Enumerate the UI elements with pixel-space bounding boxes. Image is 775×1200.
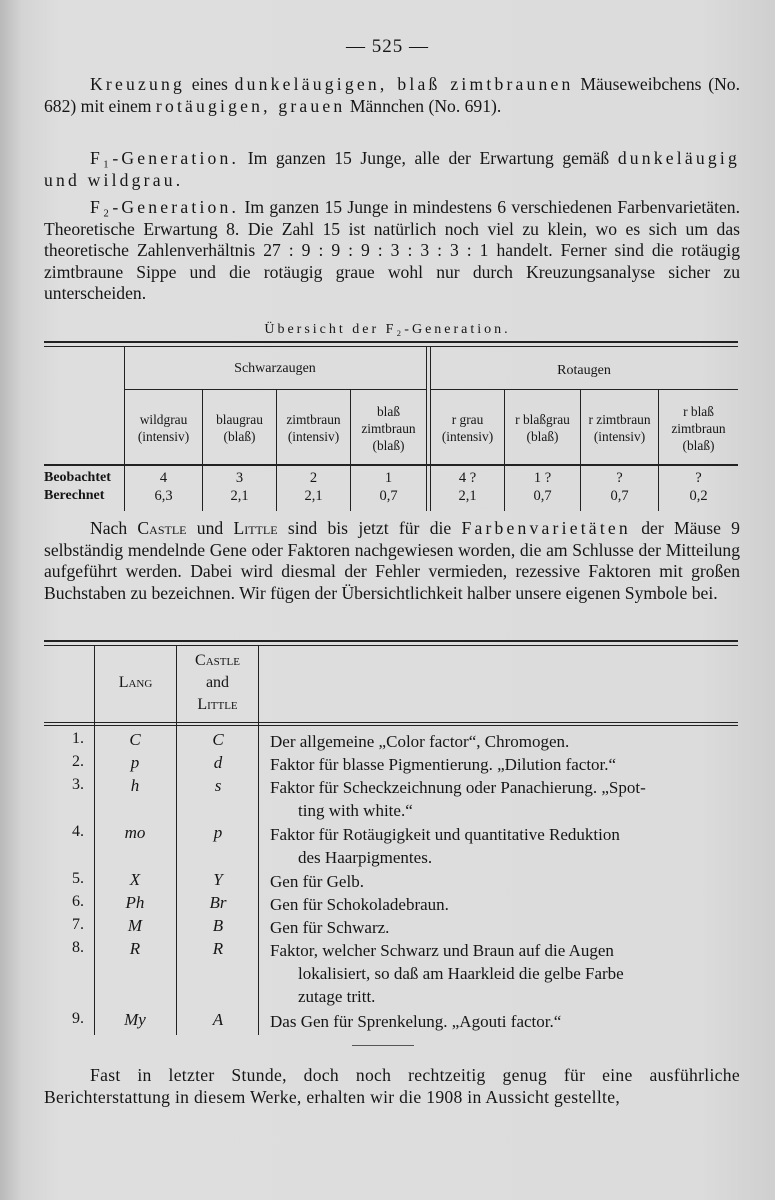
paragraph-f1-generation (44, 148, 740, 191)
gene-symbol-castle-little: Br (209, 893, 227, 912)
gene-symbol-lang: Ph (125, 893, 145, 912)
gene-symbol-lang: C (129, 730, 141, 749)
text-run: Mäuseweibchens (No. 682) mit einem (44, 74, 740, 116)
paragraph-crossing (44, 74, 740, 117)
gene-row-number: 5. (72, 870, 84, 887)
paragraph-castle-little (44, 518, 740, 604)
gene-symbol-table (44, 640, 738, 1040)
group-header-red-eyes: Rotaugen (557, 362, 611, 378)
table-rule (44, 464, 738, 466)
gene-description (270, 893, 736, 916)
observed-value-1: 4 (159, 470, 168, 486)
observed-value-8: ? (695, 470, 702, 486)
table-rule (44, 725, 738, 726)
gene-description-line: Gen für Gelb. (270, 872, 364, 891)
gene-description-line: Faktor für blasse Pigmentierung. „Dilution factor.“ (270, 755, 617, 774)
spaced-phrase: dunkeläugigen, blaß zimtbraunen (234, 74, 574, 94)
gene-symbol-castle-little: Y (213, 870, 223, 889)
row-label-calculated: Berechnet (44, 488, 105, 503)
table1-caption: Übersicht der F₂-Generation. (264, 322, 511, 337)
gene-symbol-lang: h (130, 776, 140, 795)
col-header-blaugrau: blaugrau (blaß) (216, 412, 263, 444)
spaced-phrase: dunkeläugig und wildgrau. (44, 148, 740, 190)
gene-description-continuation: lokalisiert, so daß am Haarkleid die gelbe Farbe (298, 964, 624, 983)
calculated-value-3: 2,1 (304, 488, 323, 504)
spaced-word: Kreuzung (90, 74, 185, 94)
table-rule (44, 722, 738, 723)
gene-description (270, 823, 736, 869)
gene-symbol-lang: My (124, 1010, 146, 1029)
observed-value-5: 4 ? (458, 470, 477, 486)
column-rule (94, 645, 95, 1035)
gene-row-number: 6. (72, 893, 84, 910)
calculated-value-4: 0,7 (379, 488, 398, 504)
row-label-observed: Beobachtet (44, 470, 111, 485)
gene-description (270, 939, 736, 1008)
gene-description-continuation: ting with white.“ (298, 801, 413, 820)
gene-description-line: Der allgemeine „Color factor“, Chromogen. (270, 732, 570, 751)
gene-row-number: 7. (72, 916, 84, 933)
gene-description-line: Das Gen für Sprenkelung. „Agouti factor.“ (270, 1012, 562, 1031)
gene-description-line: Faktor, welcher Schwarz und Braun auf die Augen (270, 941, 614, 960)
table-rule (44, 346, 738, 347)
group-rule (430, 389, 738, 390)
text-run: und (186, 518, 234, 538)
gene-row-number: 4. (72, 823, 84, 840)
text-run: sind bis jetzt für die (277, 518, 462, 538)
calculated-value-5: 2,1 (458, 488, 477, 504)
gene-symbol-castle-little: R (212, 939, 224, 958)
observed-value-3: 2 (309, 470, 318, 486)
gene-symbol-castle-little: B (212, 916, 224, 935)
text-run: Fast in letzter Stunde, doch noch rechtzeitig genug für eine ausführliche Berichterstattung in diesem Werke, erhalten wir die 1908 in Aussicht gestellte, (44, 1065, 740, 1107)
header-castle-text: Castle (195, 652, 240, 669)
page-number: — 525 — (346, 36, 429, 57)
f2-overview-table (44, 341, 738, 511)
gene-row-number: 9. (72, 1010, 84, 1027)
gene-description (270, 916, 736, 939)
gene-description-continuation: zutage tritt. (298, 987, 376, 1006)
column-rule (258, 645, 259, 1035)
spaced-phrase: rotäugigen, grauen (155, 95, 346, 116)
paragraph-f2-generation (44, 197, 740, 305)
calculated-value-1: 6,3 (154, 488, 173, 504)
text-run: Nach (90, 518, 138, 538)
gene-symbol-castle-little: p (213, 823, 223, 842)
gene-symbol-lang: mo (124, 823, 146, 842)
gene-row-number: 3. (72, 776, 84, 793)
author-castle: Castle (137, 518, 187, 538)
f2-label: F₂-Generation. (90, 197, 240, 217)
gene-row-number: 1. (72, 730, 84, 747)
section-divider (352, 1045, 414, 1046)
group-rule (124, 389, 426, 390)
header-little-text: Little (197, 696, 238, 713)
text-run: Im ganzen 15 Junge in mindestens 6 verschiedenen Farbenvarietäten. Theoretische Erwartung 8. Die Zahl 15 ist natürlich noch viel zu klein, wo es sich um das theoretische Zahlenverhältnis 27 : 9 : 9 : 9 : 3 : 3 : 3 : 1 handelt. Ferner sind die rotäugig zimtbraune Sippe und die rotäugig graue wohl nur durch Kreuzungsanalyse sicher zu unterscheiden. (44, 197, 740, 303)
column-rule (426, 346, 427, 511)
calculated-value-8: 0,2 (689, 488, 708, 504)
gene-symbol-lang: X (129, 870, 141, 889)
calculated-value-2: 2,1 (230, 488, 249, 504)
gene-description (270, 870, 736, 893)
gene-row-number: 8. (72, 939, 84, 956)
col-header-r-zimtbraun: r zimtbraun (intensiv) (588, 412, 651, 444)
header-castle-little (177, 650, 258, 716)
gene-symbol-lang: M (127, 916, 143, 935)
col-header-blass-zimtbraun: blaß zimtbraun (blaß) (361, 403, 416, 453)
col-header-wildgrau: wildgrau (intensiv) (137, 412, 190, 444)
gene-symbol-castle-little: C (212, 730, 224, 749)
gene-description-continuation: des Haarpigmentes. (298, 848, 433, 867)
gene-description (270, 753, 736, 776)
observed-value-6: 1 ? (533, 470, 552, 486)
gene-symbol-castle-little: s (214, 776, 222, 795)
gene-symbol-castle-little: d (213, 753, 223, 772)
table-rule (44, 341, 738, 343)
col-header-zimtbraun: zimtbraun (intensiv) (286, 412, 341, 444)
text-run: Im ganzen 15 Junge, alle der Erwartung gemäß (239, 148, 618, 168)
table-rule (44, 645, 738, 646)
gene-description-line: Gen für Schokoladebraun. (270, 895, 449, 914)
header-lang-text: Lang (118, 674, 153, 691)
spaced-word: Farbenvarietäten (461, 518, 631, 538)
gene-symbol-lang: p (130, 753, 140, 772)
gene-description-line: Faktor für Rotäugigkeit und quantitative Reduktion (270, 825, 620, 844)
observed-value-7: ? (616, 470, 623, 486)
gene-symbol-lang: R (129, 939, 141, 958)
col-header-r-blassgrau: r blaßgrau (blaß) (515, 412, 570, 444)
table-rule (44, 640, 738, 642)
gene-description (270, 776, 736, 822)
author-little: Little (233, 518, 278, 538)
header-lang (95, 672, 176, 694)
text-run: der Mäuse 9 selbständig mendelnde Gene oder Faktoren nachgewiesen worden, die am Schlusse der Mitteilung aufgeführt werden. Dabei wird diesmal der Fehler vermieden, rezessive Faktoren mit großen Buchstaben zu bezeichnen. Wir fügen der Übersichtlichkeit halber unsere eigenen Symbole bei. (44, 518, 740, 603)
observed-value-2: 3 (235, 470, 244, 486)
header-and-text: and (205, 674, 230, 691)
gene-description (270, 730, 736, 753)
gene-symbol-castle-little: A (212, 1010, 224, 1029)
calculated-value-6: 0,7 (533, 488, 552, 504)
paragraph-closing (44, 1065, 740, 1108)
gene-row-number: 2. (72, 753, 84, 770)
col-header-r-grau: r grau (intensiv) (441, 412, 494, 444)
text-run: eines (184, 74, 235, 94)
gene-description-line: Faktor für Scheckzeichnung oder Panachierung. „Spot- (270, 778, 646, 797)
observed-value-4: 1 (384, 470, 393, 486)
text-run: Männchen (No. 691). (345, 95, 502, 116)
gene-description (270, 1010, 736, 1033)
calculated-value-7: 0,7 (610, 488, 629, 504)
gene-description-line: Gen für Schwarz. (270, 918, 390, 937)
group-header-black-eyes: Schwarzaugen (234, 360, 316, 376)
col-header-r-blass-zimtbraun: r blaß zimtbraun (blaß) (671, 403, 726, 453)
f1-label: F₁-Generation. (90, 148, 240, 168)
